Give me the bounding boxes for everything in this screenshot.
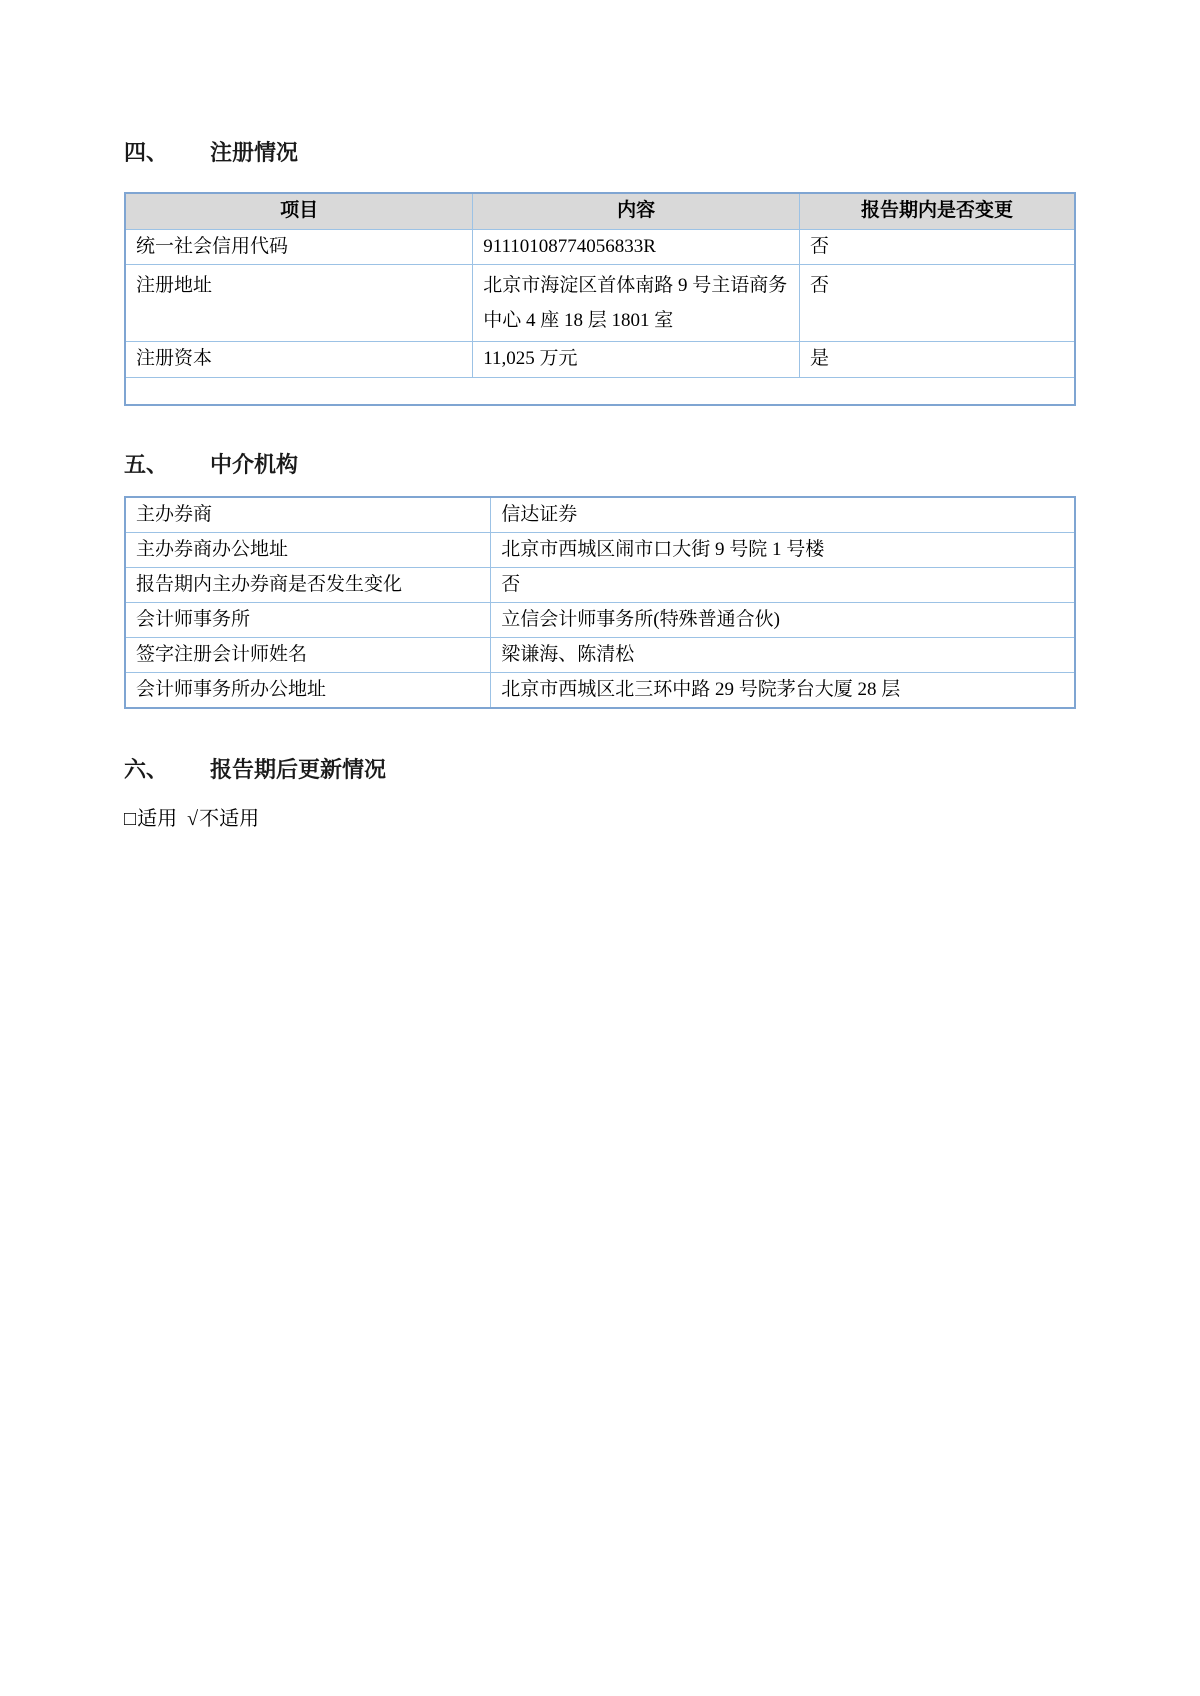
section-post-period	[124, 755, 1076, 833]
cell-value: 梁谦海、陈清松	[491, 638, 1075, 673]
registration-table	[124, 192, 1076, 406]
cell-item: 统一社会信用代码	[125, 229, 473, 264]
cell-content: 11,025 万元	[473, 341, 800, 377]
table-row	[125, 568, 1075, 603]
cell-value: 北京市西城区北三环中路 29 号院茅台大厦 28 层	[491, 673, 1075, 709]
checkbox-unchecked-icon: □	[124, 808, 137, 830]
cell-content: 91110108774056833R	[473, 229, 800, 264]
intermediaries-table	[124, 496, 1076, 709]
column-header-content: 内容	[473, 193, 800, 229]
cell-content: 北京市海淀区首体南路 9 号主语商务中心 4 座 18 层 1801 室	[473, 264, 800, 341]
table-row	[125, 638, 1075, 673]
cell-changed: 是	[799, 341, 1075, 377]
cell-changed: 否	[799, 264, 1075, 341]
section-title: 注册情况	[210, 140, 299, 165]
cell-label: 会计师事务所办公地址	[125, 673, 491, 709]
applicability-line	[124, 805, 1076, 833]
cell-label: 报告期内主办券商是否发生变化	[125, 568, 491, 603]
table-row	[125, 341, 1075, 377]
section-post-period-heading	[124, 755, 1076, 785]
table-row	[125, 603, 1075, 638]
table-row	[125, 533, 1075, 568]
cell-label: 主办券商办公地址	[125, 533, 491, 568]
cell-item: 注册地址	[125, 264, 473, 341]
section-registration-heading	[124, 138, 1076, 168]
empty-cell	[125, 377, 1075, 405]
cell-value: 信达证券	[491, 497, 1075, 533]
section-title: 报告期后更新情况	[210, 757, 387, 782]
table-row	[125, 673, 1075, 709]
table-row-empty	[125, 377, 1075, 405]
cell-value: 北京市西城区闹市口大街 9 号院 1 号楼	[491, 533, 1075, 568]
section-number: 四、	[124, 140, 169, 165]
cell-changed: 否	[799, 229, 1075, 264]
applicable-label: 适用	[137, 808, 178, 830]
section-registration	[124, 138, 1076, 406]
table-row	[125, 497, 1075, 533]
section-intermediaries-heading	[124, 450, 1076, 480]
check-icon: √	[187, 808, 199, 830]
cell-value: 否	[491, 568, 1075, 603]
cell-label: 主办券商	[125, 497, 491, 533]
cell-item: 注册资本	[125, 341, 473, 377]
column-header-item: 项目	[125, 193, 473, 229]
section-number: 五、	[124, 452, 169, 477]
section-title: 中介机构	[210, 452, 299, 477]
registration-header-row	[125, 193, 1075, 229]
cell-label: 签字注册会计师姓名	[125, 638, 491, 673]
cell-label: 会计师事务所	[125, 603, 491, 638]
table-row	[125, 229, 1075, 264]
section-intermediaries	[124, 450, 1076, 709]
section-number: 六、	[124, 757, 169, 782]
not-applicable-label: 不适用	[199, 808, 260, 830]
column-header-changed: 报告期内是否变更	[799, 193, 1075, 229]
table-row	[125, 264, 1075, 341]
cell-value: 立信会计师事务所(特殊普通合伙)	[491, 603, 1075, 638]
